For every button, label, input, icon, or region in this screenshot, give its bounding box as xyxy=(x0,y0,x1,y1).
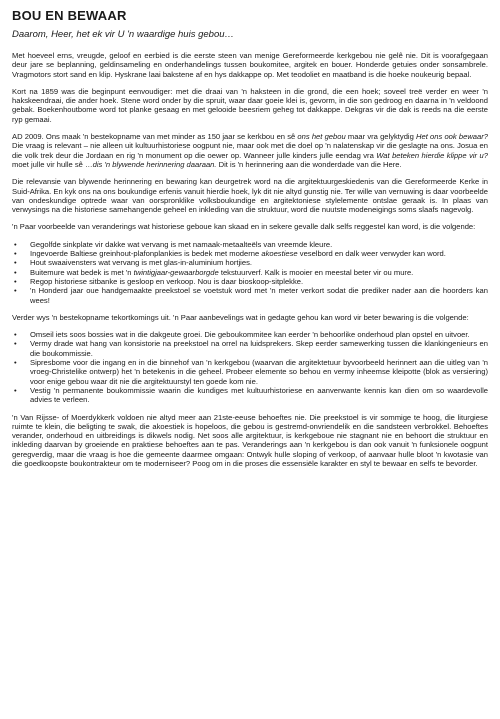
paragraph-recommendations-intro: Verder wys 'n bestekopname tekortkomings uit. 'n Paar aanbevelings wat in gedagte gehou kan word vir beter bewaring is die volgende: xyxy=(12,312,469,322)
examples-list xyxy=(12,240,488,305)
text-run: Ingevoerde Baltiese greinhout-plafonplankies is bedek met moderne xyxy=(30,249,262,259)
paragraph-examples-intro: 'n Paar voorbeelde van veranderings wat historiese geboue kan skaad en in sekere gevalle dalk selfs reggestel kan word, is die volgende: xyxy=(12,222,476,232)
list-item: • Hout swaaivensters wat vervang is met glas-in-aluminium hortjies. xyxy=(12,258,488,267)
emphasis-text: akoestiese xyxy=(261,249,298,259)
list-item: • Gegolfde sinkplate vir dakke wat vervang is met namaak-metaalteëls van vreemde kleure. xyxy=(12,240,488,249)
emphasis-text: twintigjaar-gewaarborgde xyxy=(133,267,219,277)
list-item: • Regop historiese sitbanke is gesloop en verkoop. Nou is daar bioskoop-sitplekke. xyxy=(12,277,488,286)
paragraph-ad-2009 xyxy=(12,132,488,169)
paragraph-relevance: Die relevansie van blywende herinnering en bewaring kan deurgetrek word na die argitektuurgeskiedenis van die Gereformeerde Kerke in Suid-Afrika. En kyk ons na ons boukundige erfenis vanuit hierdie hoek, lyk dit nie altyd gunstig nie. Ter wille van vernuwing is daar voorbeelde van ondeskundige optrede waar van oorspronklike volksboukundige en argitektoniese stylelemente ontslae geraak is. In plaas van verwysings na die historiese samehangende geheel en inkleding van die struktuur, word die nuutste modeneigings soms slaafs nagevolg. xyxy=(12,177,488,215)
paragraph-intro: Met hoeveel erns, vreugde, geloof en eerbied is die eerste steen van menige Gereformeerde kerkgebou nie gelê nie. Dit is voorafgegaan deur jare se beplanning, geldinsameling en onderhandelings tussen boukomitee, argitek en bouer. Honderde getuies onder sonsambrele. Vragmotors stort sand en klip. Hyskrane laai bakstene af en hys dakkappe op. Met teodoliet en maatband is die hoeke noukeurig bepaal. xyxy=(12,51,488,79)
list-item: • Omseil iets soos bossies wat in die dakgeute groei. Die geboukommitee kan eerder 'n behoorlike onderhoud plan opstel en uitvoer. xyxy=(12,330,488,339)
list-item xyxy=(12,268,488,277)
list-item xyxy=(12,249,488,258)
text-run: veselbord en dalk weer verwyder kan word. xyxy=(297,249,446,259)
text-run: tekstuurverf. Kalk is mooier en meestal beter vir ou mure. xyxy=(218,267,414,277)
article-subtitle: Daarom, Heer, het ek vir U 'n waardige huis gebou… xyxy=(12,29,235,40)
emphasis-text: ons het gebou xyxy=(297,132,346,142)
text-run: maar vra gelyktydig xyxy=(345,132,417,142)
article-title: BOU EN BEWAAR xyxy=(12,8,127,23)
list-item: • Sipresbome voor die ingang en in die binnehof van 'n kerkgebou (waarvan die argitektetuur byvoorbeeld herinnert aan die uitleg van 'n vroeg-Christelike ontwerp) het 'n betekenis in die geheel. Probeer elemente so behou en vermy inheemse kleipotte (blok as versiering) voor enige gebou waar dit nie die argitektuurstyl ten goede kom nie. xyxy=(12,358,488,386)
text-run: AD 2009. Ons maak 'n bestekopname van met minder as 150 jaar se kerkbou en sê xyxy=(12,132,298,142)
list-item: • Vestig 'n permanente boukommissie waarin die kundiges met kultuurhistoriese en aanverwante kennis kan dien om so waardevolle advies te verleen. xyxy=(12,386,488,405)
paragraph-history: Kort na 1859 was die beginpunt eenvoudiger: met die draai van 'n haksteen in die grond, die een hoek; soveel treë verder en weer 'n hakskeendraai, die ander hoek. Stene word onder by die spruit, waar daar goeie klei is, gevorm, in die son gedroog en daarna in 'n veldoond gebak. Boekenhoutbome word tot planke gesaag en met gelooide beesriem geheg tot dakkappe. Dekgras vir die dak is reeds na die eerste ryp gemaai. xyxy=(12,86,488,124)
text-run: Buitemure wat bedek is met 'n xyxy=(30,267,134,277)
text-run: Die vraag is relevant – nie alleen uit kultuurhistoriese oogpunt nie, maar ook met die doel op 'n nalatenskap vir die geslagte na ons. Josua en die volk trek deur die Jordaan en rig 'n monument op die oewer op. Wanneer julle kinders julle eendag vra xyxy=(12,141,488,160)
list-item: • Vermy drade wat hang van konsistorie na preekstoel na orrel na luidsprekers. Skep eerder samewerking tussen die klankingenieurs en die boukommissie. xyxy=(12,339,488,358)
recommendations-list xyxy=(12,330,488,404)
text-run: Dit is 'n herinnering aan die wonderdade van die Here. xyxy=(216,159,402,169)
list-item: • 'n Honderd jaar oue handgemaakte preekstoel se voetstuk word met 'n meter verkort sodat die prediker nader aan die hoorders kan wees! xyxy=(12,286,488,305)
paragraph-conclusion: 'n Van Rijsse- of Moerdykkerk voldoen nie altyd meer aan 21ste-eeuse behoeftes nie. Die preekstoel is vir sommige te hoog, die liturgiese ruimte te klein, die beligting te swak, die akoestiek is hopeloos, die gebou is gestremd-onvriendelik en die sandsteen verbrokkel. Behoeftes verander, onderhoud en uitbreidings is dikwels nodig. Net soos alle argitektuur, is kerkgeboue nie stagnant nie en behoort die struktuur en inkleding daarvan by groeiende en praktiese behoeftes aan te pas. Veranderings aan 'n kerkgebou is dan ook vanuit 'n funksionele oogpunt geregverdig, maar die vraag is hoe die gemeente daarmee omgaan: Ontwyk hulle sloping of verkoop, of aanvaar hulle bloot 'n kwotasie van die goedkoopste boukontrakteur om te moderniseer? Poog om in die proses die essensiële karakter en styl te bewaar en selfs te bevorder. xyxy=(12,412,488,468)
emphasis-text: Wat beteken hierdie klippe vir u? xyxy=(376,150,488,160)
emphasis-text: dis 'n blywende herinnering daaraan. xyxy=(92,159,217,169)
text-run: moet julle vir hulle sê … xyxy=(12,159,93,169)
emphasis-text: Het ons ook bewaar? xyxy=(416,132,489,142)
